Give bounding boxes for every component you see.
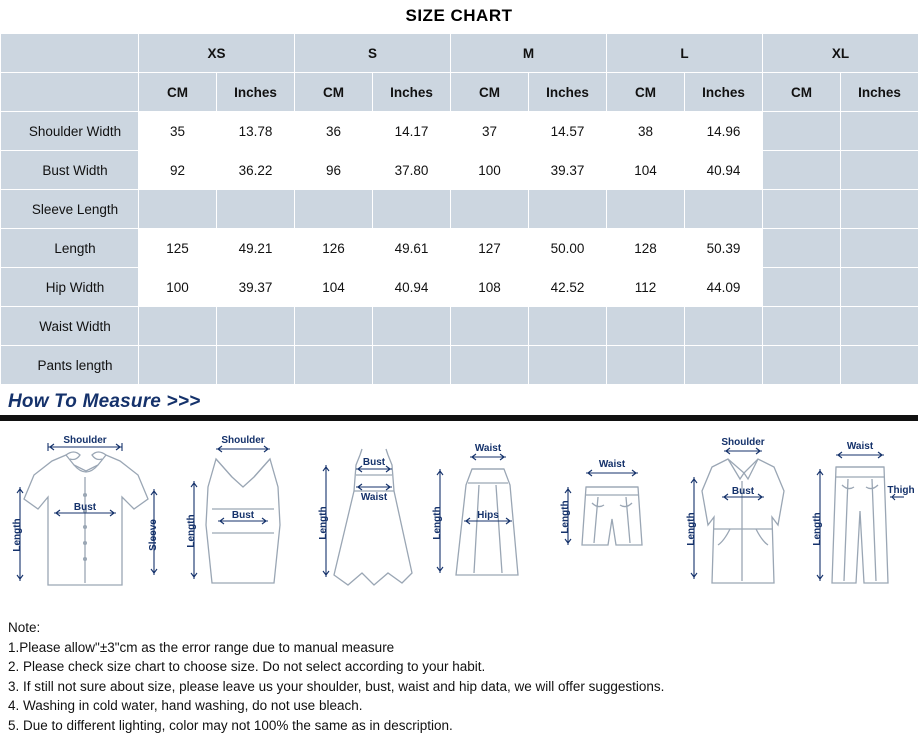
cell — [373, 346, 451, 385]
svg-text:Thigh: Thigh — [887, 485, 915, 496]
table-row — [1, 190, 918, 229]
row-label-bust-width: Bust Width — [1, 151, 139, 190]
cell — [217, 190, 295, 229]
note-line-3: 3. If still not sure about size, please leave us your shoulder, bust, waist and hip data, we will offer suggestions. — [8, 678, 665, 694]
figure-camisole — [178, 425, 308, 610]
svg-text:Bust: Bust — [73, 502, 97, 513]
svg-text:Bust: Bust — [362, 457, 386, 468]
cell — [763, 346, 841, 385]
svg-text:Length: Length — [186, 514, 197, 548]
cell — [841, 151, 918, 190]
svg-text:Length: Length — [812, 512, 823, 546]
cell — [685, 346, 763, 385]
unit-in-xl: Inches — [841, 73, 918, 112]
svg-text:Sleeve: Sleeve — [148, 519, 159, 551]
cell: 100 — [139, 268, 217, 307]
cell — [139, 190, 217, 229]
table-row — [1, 346, 918, 385]
cell — [763, 229, 841, 268]
svg-text:Hips: Hips — [477, 510, 499, 521]
unit-in-m: Inches — [529, 73, 607, 112]
table-row — [1, 112, 918, 151]
cell: 126 — [295, 229, 373, 268]
cell: 35 — [139, 112, 217, 151]
note-line-4: 4. Washing in cold water, hand washing, do not use bleach. — [8, 698, 363, 713]
unit-in-xs: Inches — [217, 73, 295, 112]
cell — [217, 346, 295, 385]
cell: 14.57 — [529, 112, 607, 151]
divider-rule — [0, 415, 918, 421]
cell — [841, 307, 918, 346]
table-row — [1, 307, 918, 346]
cell — [529, 190, 607, 229]
cell: 92 — [139, 151, 217, 190]
row-label-waist-width: Waist Width — [1, 307, 139, 346]
cell: 104 — [295, 268, 373, 307]
svg-text:Bust: Bust — [231, 510, 255, 521]
cell: 96 — [295, 151, 373, 190]
cell: 39.37 — [529, 151, 607, 190]
svg-text:Waist: Waist — [598, 459, 626, 470]
cell — [295, 346, 373, 385]
measurement-figures — [0, 425, 918, 610]
size-header-m: M — [451, 34, 607, 73]
cell: 38 — [607, 112, 685, 151]
unit-cm-xs: CM — [139, 73, 217, 112]
row-label-sleeve-length: Sleeve Length — [1, 190, 139, 229]
cell — [763, 151, 841, 190]
svg-text:Bust: Bust — [731, 486, 755, 497]
svg-text:Waist: Waist — [360, 492, 388, 503]
cell: 50.39 — [685, 229, 763, 268]
table-row-sizes — [1, 34, 918, 73]
cell: 104 — [607, 151, 685, 190]
figure-pants — [806, 425, 916, 610]
cell — [841, 346, 918, 385]
unit-cm-xl: CM — [763, 73, 841, 112]
cell — [373, 190, 451, 229]
figure-blouse — [4, 425, 174, 610]
note-line-5: 5. Due to different lighting, color may not 100% the same as in description. — [8, 717, 453, 733]
page-title: SIZE CHART — [405, 6, 513, 25]
cell — [763, 307, 841, 346]
table-corner-cell — [1, 34, 139, 73]
table-row — [1, 268, 918, 307]
svg-text:Waist: Waist — [474, 443, 502, 454]
row-label-length: Length — [1, 229, 139, 268]
cell: 14.96 — [685, 112, 763, 151]
size-header-s: S — [295, 34, 451, 73]
cell: 36.22 — [217, 151, 295, 190]
svg-text:Length: Length — [318, 506, 329, 540]
svg-text:Length: Length — [686, 512, 697, 546]
svg-text:Length: Length — [12, 518, 23, 552]
cell — [529, 346, 607, 385]
unit-in-s: Inches — [373, 73, 451, 112]
cell — [139, 307, 217, 346]
cell — [217, 307, 295, 346]
cell: 44.09 — [685, 268, 763, 307]
cell — [607, 346, 685, 385]
cell — [763, 190, 841, 229]
size-header-l: L — [607, 34, 763, 73]
cell — [841, 229, 918, 268]
row-label-hip-width: Hip Width — [1, 268, 139, 307]
notes-heading: Note: — [8, 620, 41, 635]
cell: 49.21 — [217, 229, 295, 268]
cell: 112 — [607, 268, 685, 307]
cell: 40.94 — [373, 268, 451, 307]
svg-text:Length: Length — [560, 500, 571, 534]
how-to-measure-section — [0, 391, 918, 425]
cell: 39.37 — [217, 268, 295, 307]
svg-text:Shoulder: Shoulder — [221, 435, 265, 446]
cell — [295, 190, 373, 229]
cell: 127 — [451, 229, 529, 268]
size-header-xs: XS — [139, 34, 295, 73]
cell — [529, 307, 607, 346]
svg-text:Length: Length — [432, 506, 443, 540]
row-label-pants-length: Pants length — [1, 346, 139, 385]
notes-section — [0, 610, 918, 735]
cell — [841, 112, 918, 151]
unit-cm-s: CM — [295, 73, 373, 112]
note-line-1: 1.Please allow"±3"cm as the error range due to manual measure — [8, 639, 395, 655]
unit-cm-m: CM — [451, 73, 529, 112]
cell — [451, 346, 529, 385]
table-row — [1, 229, 918, 268]
svg-text:Shoulder: Shoulder — [721, 437, 765, 448]
cell: 100 — [451, 151, 529, 190]
cell: 125 — [139, 229, 217, 268]
cell: 36 — [295, 112, 373, 151]
cell: 40.94 — [685, 151, 763, 190]
cell — [139, 346, 217, 385]
cell — [685, 190, 763, 229]
svg-text:Shoulder: Shoulder — [63, 435, 107, 446]
cell: 42.52 — [529, 268, 607, 307]
cell — [295, 307, 373, 346]
cell: 49.61 — [373, 229, 451, 268]
table-row — [1, 151, 918, 190]
cell: 14.17 — [373, 112, 451, 151]
cell — [451, 190, 529, 229]
cell — [841, 190, 918, 229]
table-row-units — [1, 73, 918, 112]
cell — [607, 307, 685, 346]
cell: 108 — [451, 268, 529, 307]
cell — [373, 307, 451, 346]
figure-coat — [678, 425, 808, 610]
unit-cm-l: CM — [607, 73, 685, 112]
cell: 50.00 — [529, 229, 607, 268]
cell — [607, 190, 685, 229]
note-line-2: 2. Please check size chart to choose size. Do not select according to your habit. — [8, 659, 486, 674]
figure-shorts — [546, 425, 676, 610]
figure-skirt — [424, 425, 544, 610]
cell: 128 — [607, 229, 685, 268]
cell — [763, 268, 841, 307]
figure-dress — [312, 425, 432, 610]
how-to-measure-heading: How To Measure >>> — [8, 391, 201, 412]
row-label-shoulder-width: Shoulder Width — [1, 112, 139, 151]
size-header-xl: XL — [763, 34, 918, 73]
table-corner-cell-2 — [1, 73, 139, 112]
cell — [451, 307, 529, 346]
cell — [763, 112, 841, 151]
cell — [841, 268, 918, 307]
cell: 13.78 — [217, 112, 295, 151]
size-chart-table — [0, 33, 918, 385]
cell: 37 — [451, 112, 529, 151]
cell: 37.80 — [373, 151, 451, 190]
svg-text:Waist: Waist — [846, 441, 874, 452]
unit-in-l: Inches — [685, 73, 763, 112]
cell — [685, 307, 763, 346]
